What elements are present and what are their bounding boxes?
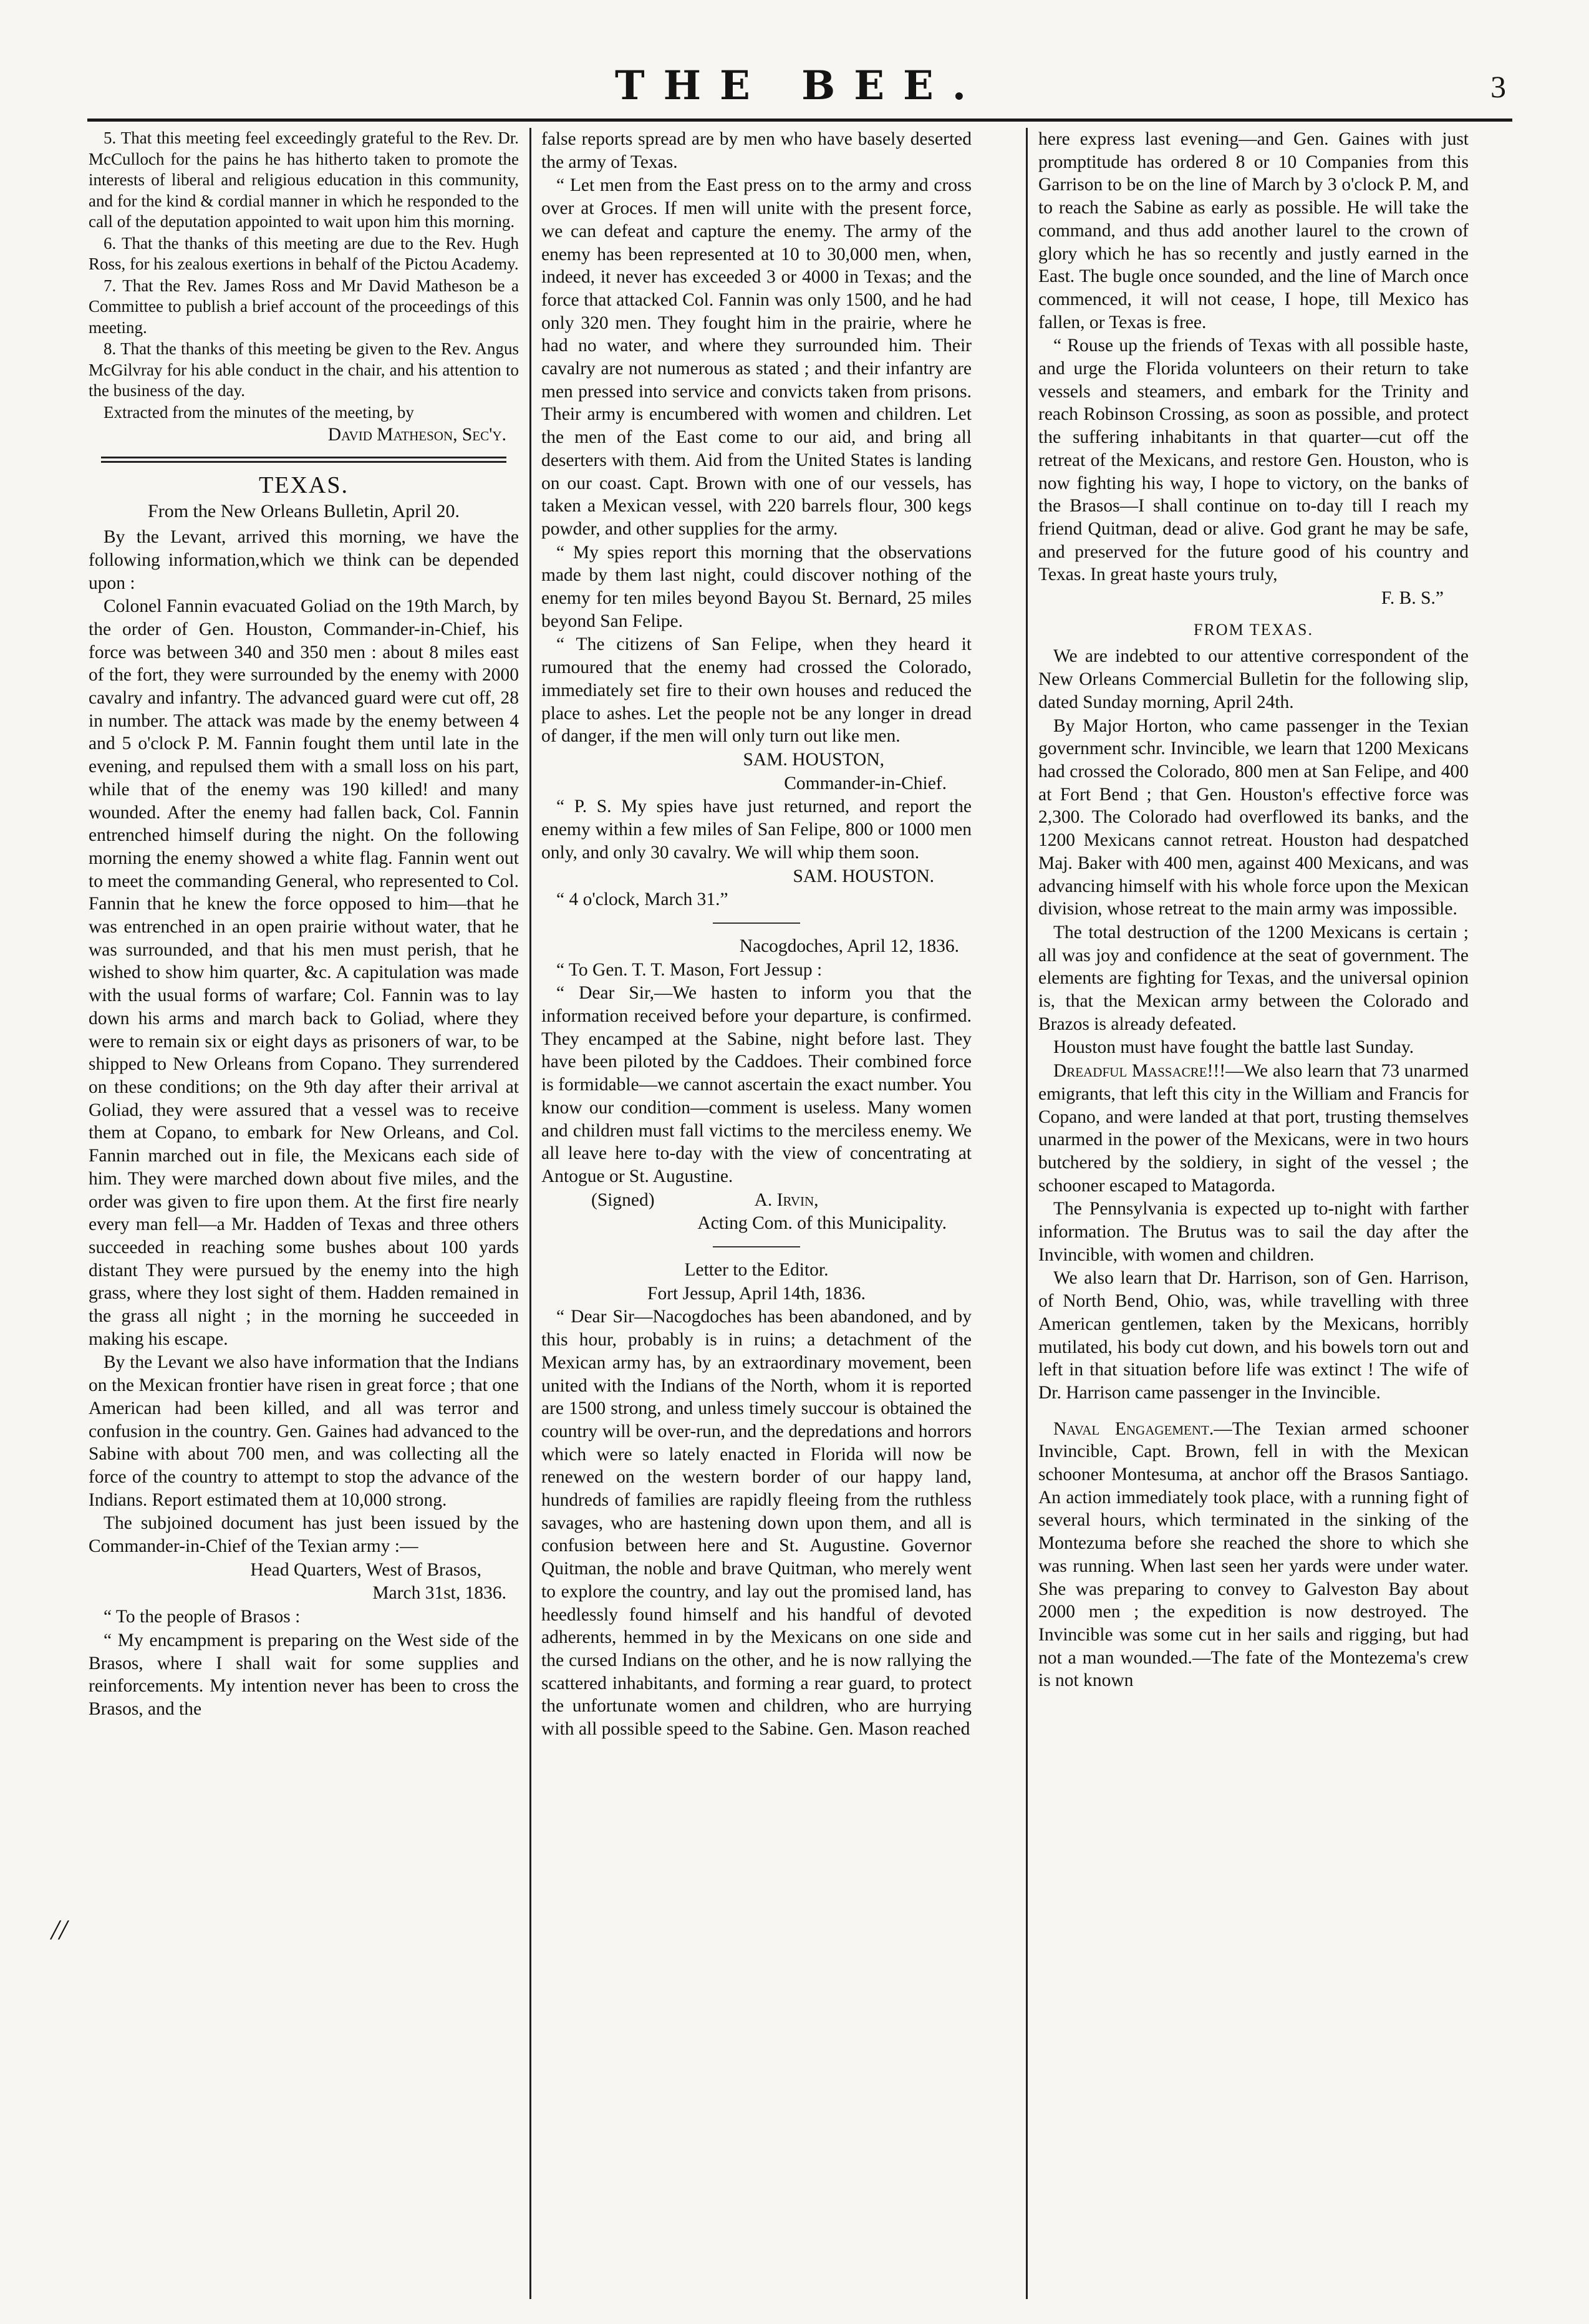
resolution-8: 8. That the thanks of this meeting be given to the Rev. Angus McGilvray for his able conduct in the chair, and his attention to the business of the day. [89,339,519,400]
dateline: Nacogdoches, April 12, 1836. [739,936,959,956]
column-rule-2 [1026,128,1028,2299]
article-paragraph: here express last evening—and Gen. Gaines with just promptitude has ordered 8 or 10 Companies from this Garrison to be on the line of March by 3 o'clock P. M, and to reach the Sabine as early as possible. He will take the command, and thus add another laurel to the crown of glory which he has so recently and justly earned in the East. The bugle once sounded, and the line of March once commenced, it will not cease, I hope, till Mexico has fallen, or Texas is free. [1038,129,1469,332]
article-paragraph: “ The citizens of San Felipe, when they heard it rumoured that the enemy had crossed the Colorado, immediately set fire to their own houses and reduced the place to ashes. Let the people not be any longer in dread of danger, if the men will only turn out like men. [541,634,972,747]
signed-name: A. Irvin, [754,1189,819,1210]
letter-heading: Letter to the Editor. [684,1260,829,1281]
newspaper-title: THE BEE. [614,62,985,109]
naval-text: —The Texian armed schooner Invincible, Capt. Brown, fell in with the Mexican schooner Montesuma, at anchor off the Brasos Santiago. An action immediately took place, with a running fight of several hours, which terminated in the sinking of the Montezuma before she reached the shore to which she was running. When last seen her yards were under water. She was preparing to convey to Galveston Bay about 2000 men ; the expedition is now destroyed. The Invincible was some cut in her sails and rigging, but had not a man wounded.—The fate of the Montezema's crew is not known [1038,1418,1469,1691]
article-paragraph: Colonel Fannin evacuated Goliad on the 19th March, by the order of Gen. Houston, Commander-in-Chief, his force was between 340 and 350 men : about 8 miles east of the fort, they were surrounded by the enemy with 2000 cavalry and infantry. The advanced guard were cut off, 28 in number. The attack was made by the enemy between 4 and 5 o'clock P. M. Fannin fought them until late in the evening, and repulsed them with a small loss on his part, while that of the enemy was 190 killed! and many wounded. After the enemy had fallen back, Col. Fannin entrenched himself during the night. On the following morning the enemy showed a white flag. Fannin went out to meet the commanding General, who represented to Col. Fannin that he knew the force opposed to him—that he was entrenched in an open prairie without water, that he was surrounded, and that his men must perish, that he wished to show him quarter, &c. A capitulation was made with the usual forms of warfare; Col. Fannin was to lay down his arms and march back to Goliad, where they were to remain six or eight days as prisoners of war, to be shipped to New Orleans from Copano. They surrendered on these conditions; on the 9th day after their arrival at Goliad, they were assured that a vessel was to receive them at Copano, to embark for New Orleans, and Col. Fannin marched out in file, the Mexicans each side of him. They were marched down about five miles, and the order was given to fire upon them. At the first fire nearly every man fell—a Mr. Hadden of Texas and three others succeeded in reaching some bushes about 100 yards distant They were pursued by the enemy into the high grass, where they lost sight of them. Hadden remained in the grass all night ; in the morning he succeeded in making his escape. [89,596,519,1349]
hq-line-1: Head Quarters, West of Brasos, [250,1559,481,1580]
article-paragraph: “ Let men from the East press on to the army and cross over at Groces. If men will unite with the present force, we can defeat and capture the enemy. The army of the enemy has been represented at 10 to 30,000 men, when, indeed, it never has exceeded 3 or 4000 in Texas; and the force that attacked Col. Fannin was only 1500, and he had only 320 men. They fought him in the prairie, where he had no water, and where they surrounded him. Their cavalry are not numerous as stated ; and their infantry are men pressed into service and convicts taken from prisons. Their army is encumbered with women and children. Let the men of the East come to our aid, and bring all deserters with them. Aid from the United States is landing on our coast. Capt. Brown with one of our vessels, has taken a Mexican vessel, with 220 barrels flour, 300 kegs powder, and other supplies for the army. [541,175,972,539]
massacre-label: Dreadful Massacre!!! [1053,1061,1226,1082]
letter-dateline: Fort Jessup, April 14th, 1836. [647,1283,866,1304]
column-rule-1 [529,128,531,2299]
handwritten-mark: // [51,1914,67,1945]
article-paragraph: We also learn that Dr. Harrison, son of Gen. Harrison, of North Bend, Ohio, was, while travelling with three American gentlemen, taken by the Mexicans, horribly mutilated, his body cut down, and his bowels torn out and left in that situation before life was extinct ! The wife of Dr. Harrison came passenger in the Invincible. [1038,1268,1469,1403]
signed-title: Acting Com. of this Municipality. [697,1213,947,1234]
naval-label: Naval Engagement. [1053,1418,1214,1439]
time-line: “ 4 o'clock, March 31.” [556,889,728,910]
signature-name: SAM. HOUSTON. [793,866,934,886]
letter-signature: F. B. S.” [1381,588,1444,609]
page-number: 3 [1490,69,1506,104]
letter-body: “ Dear Sir—Nacogdoches has been abandoned, and by this hour, probably is in ruins; a detachment of the Mexican army has, by an extraordinary movement, been united with the Indians of the North, whom it is reported are 1500 strong, and unless timely succour is obtained the country will be over-run, and the depredations and horrors which were so lately enacted in Florida will now be renewed on the western border of our happy land, hundreds of families are rapidly fleeing from the ruthless savages, who are hastening down upon them, and all is confusion between here and St. Augustine. Governor Quitman, the noble and brave Quitman, who merely went to explore the country, and lay out the promised land, has heedlessly found himself and his handful of devoted adherents, hemmed in by the Mexicans on one side and the cursed Indians on the other, and he is now rallying the scattered inhabitants, and forming a rear guard, to protect the unfortunate women and children, who are hurrying with all possible speed to the Sabine. Gen. Mason reached [541,1307,972,1740]
article-paragraph: “ P. S. My spies have just returned, and report the enemy within a few miles of San Felipe, 800 or 1000 men only, and only 30 cavalry. We will whip them soon. [541,796,972,863]
article-paragraph: “ Rouse up the friends of Texas with all possible haste, and urge the Florida volunteers on their return to take vessels and steamers, and embark for the Trinity and reach Robinson Crossing, as soon as possible, and protect the suffering inhabitants in that quarter—cut off the retreat of the Mexicans, and restore Gen. Houston, who is now fighting his way, I hope to victory, on the banks of the Brasos—I shall continue on to-day till I reach my friend Quitman, dead or alive. God grant he may be safe, and preserved for the future good of his country and Texas. In great haste yours truly, [1038,336,1469,585]
article-paragraph: The total destruction of the 1200 Mexicans is certain ; all was joy and confidence at the seat of government. The elements are fighting for Texas, and the universal opinion is, that the Mexican army between the Colorado and Brazos is already defeated. [1038,922,1469,1034]
resolution-5: 5. That this meeting feel exceedingly grateful to the Rev. Dr. McCulloch for the pains he has hitherto taken to promote the interests of liberal and religious education in this community, and for the kind & cordial manner in which he responded to the call of the deputation appointed to wait upon him this morning. [89,128,519,231]
article-paragraph: By Major Horton, who came passenger in the Texian government schr. Invincible, we learn that 1200 Mexicans had crossed the Colorado, 800 men at San Felipe, and 400 at Fort Bend ; that Gen. Houston's effective force was 2,300. The Colorado had overflowed its banks, and the 1200 Mexicans cannot retreat. Houston had despatched Maj. Baker with 400 men, against 400 Mexicans, and was advancing himself with his whole force upon the Mexican division, whose retreat to the main army was impossible. [1038,715,1469,919]
article-paragraph [1038,1060,1469,1197]
resolution-7: 7. That the Rev. James Ross and Mr David Matheson be a Committee to publish a brief account of the proceedings of this meeting. [89,276,519,337]
texas-heading: TEXAS. [259,472,349,498]
texas-source: From the New Orleans Bulletin, April 20. [148,501,460,522]
minutes-note: Extracted from the minutes of the meeting, by [104,402,414,422]
column-3 [1038,128,1469,2299]
masthead [87,62,1512,122]
article-paragraph: “ My spies report this morning that the observations made by them last night, could discover nothing of the enemy for ten miles beyond Bayou St. Bernard, 25 miles beyond San Felipe. [541,542,972,631]
letter-address: “ To Gen. T. T. Mason, Fort Jessup : [556,959,823,980]
hq-line-2: March 31st, 1836. [372,1583,506,1604]
article-paragraph: By the Levant we also have information that the Indians on the Mexican frontier have risen in great force ; that one American had been killed, and all was terror and confusion in the country. Gen. Gaines had advanced to the Sabine with about 700 men, and was collecting all the force of the country to attempt to stop the advance of the Indians. Report estimated them at 10,000 strong. [89,1352,519,1510]
column-1 [89,128,519,2299]
from-texas-heading: FROM TEXAS. [1193,620,1313,639]
signed-label [541,1189,972,1212]
article-paragraph: false reports spread are by men who have basely deserted the army of Texas. [541,129,972,172]
article-paragraph: The Pennsylvania is expected up to-night with farther information. The Brutus was to sail the day after the Invincible, with women and children. [1038,1199,1469,1265]
signed-label-text: (Signed) [591,1189,655,1210]
divider [713,1246,800,1247]
letter-body: “ Dear Sir,—We hasten to inform you that the information received before your departure, is confirmed. They encamped at the Sabine, night before last. They have been piloted by the Caddoes. Their combined force is formidable—we cannot ascertain the exact number. You know our condition—comment is useless. Many women and children must fall victims to the merciless enemy. We all leave here to-day with the view of concentrating at Antogue or St. Augustine. [541,983,972,1186]
signature-name: SAM. HOUSTON, [743,749,884,770]
resolution-6: 6. That the thanks of this meeting are due to the Rev. Hugh Ross, for his zealous exertions in behalf of the Pictou Academy. [89,233,519,273]
salutation: “ To the people of Brasos : [104,1607,301,1627]
article-paragraph: We are indebted to our attentive correspondent of the New Orleans Commercial Bulletin for the following slip, dated Sunday morning, April 24th. [1038,646,1469,712]
column-2 [541,128,972,2299]
article-paragraph: Houston must have fought the battle last Sunday. [1053,1037,1414,1058]
signature-title: Commander-in-Chief. [784,773,947,793]
article-paragraph: The subjoined document has just been issued by the Commander-in-Chief of the Texian army :— [89,1513,519,1557]
section-divider [101,457,506,463]
article-paragraph: By the Levant, arrived this morning, we have the following information,which we think can be depended upon : [89,527,519,593]
massacre-text: —We also learn that 73 unarmed emigrants, that left this city in the William and Francis for Copano, and were landed at that port, trusting themselves unarmed in the power of the Mexicans, were in two hours butchered by the soldiery, in sight of the vessel ; the schooner escaped to Matagorda. [1038,1061,1469,1196]
secretary-signature: David Matheson, Sec'y. [327,425,506,445]
divider [713,922,800,924]
article-paragraph [1038,1418,1469,1692]
article-paragraph: “ My encampment is preparing on the West side of the Brasos, where I shall wait for some supplies and reinforcements. My intention never has been to cross the Brasos, and the [89,1630,519,1719]
